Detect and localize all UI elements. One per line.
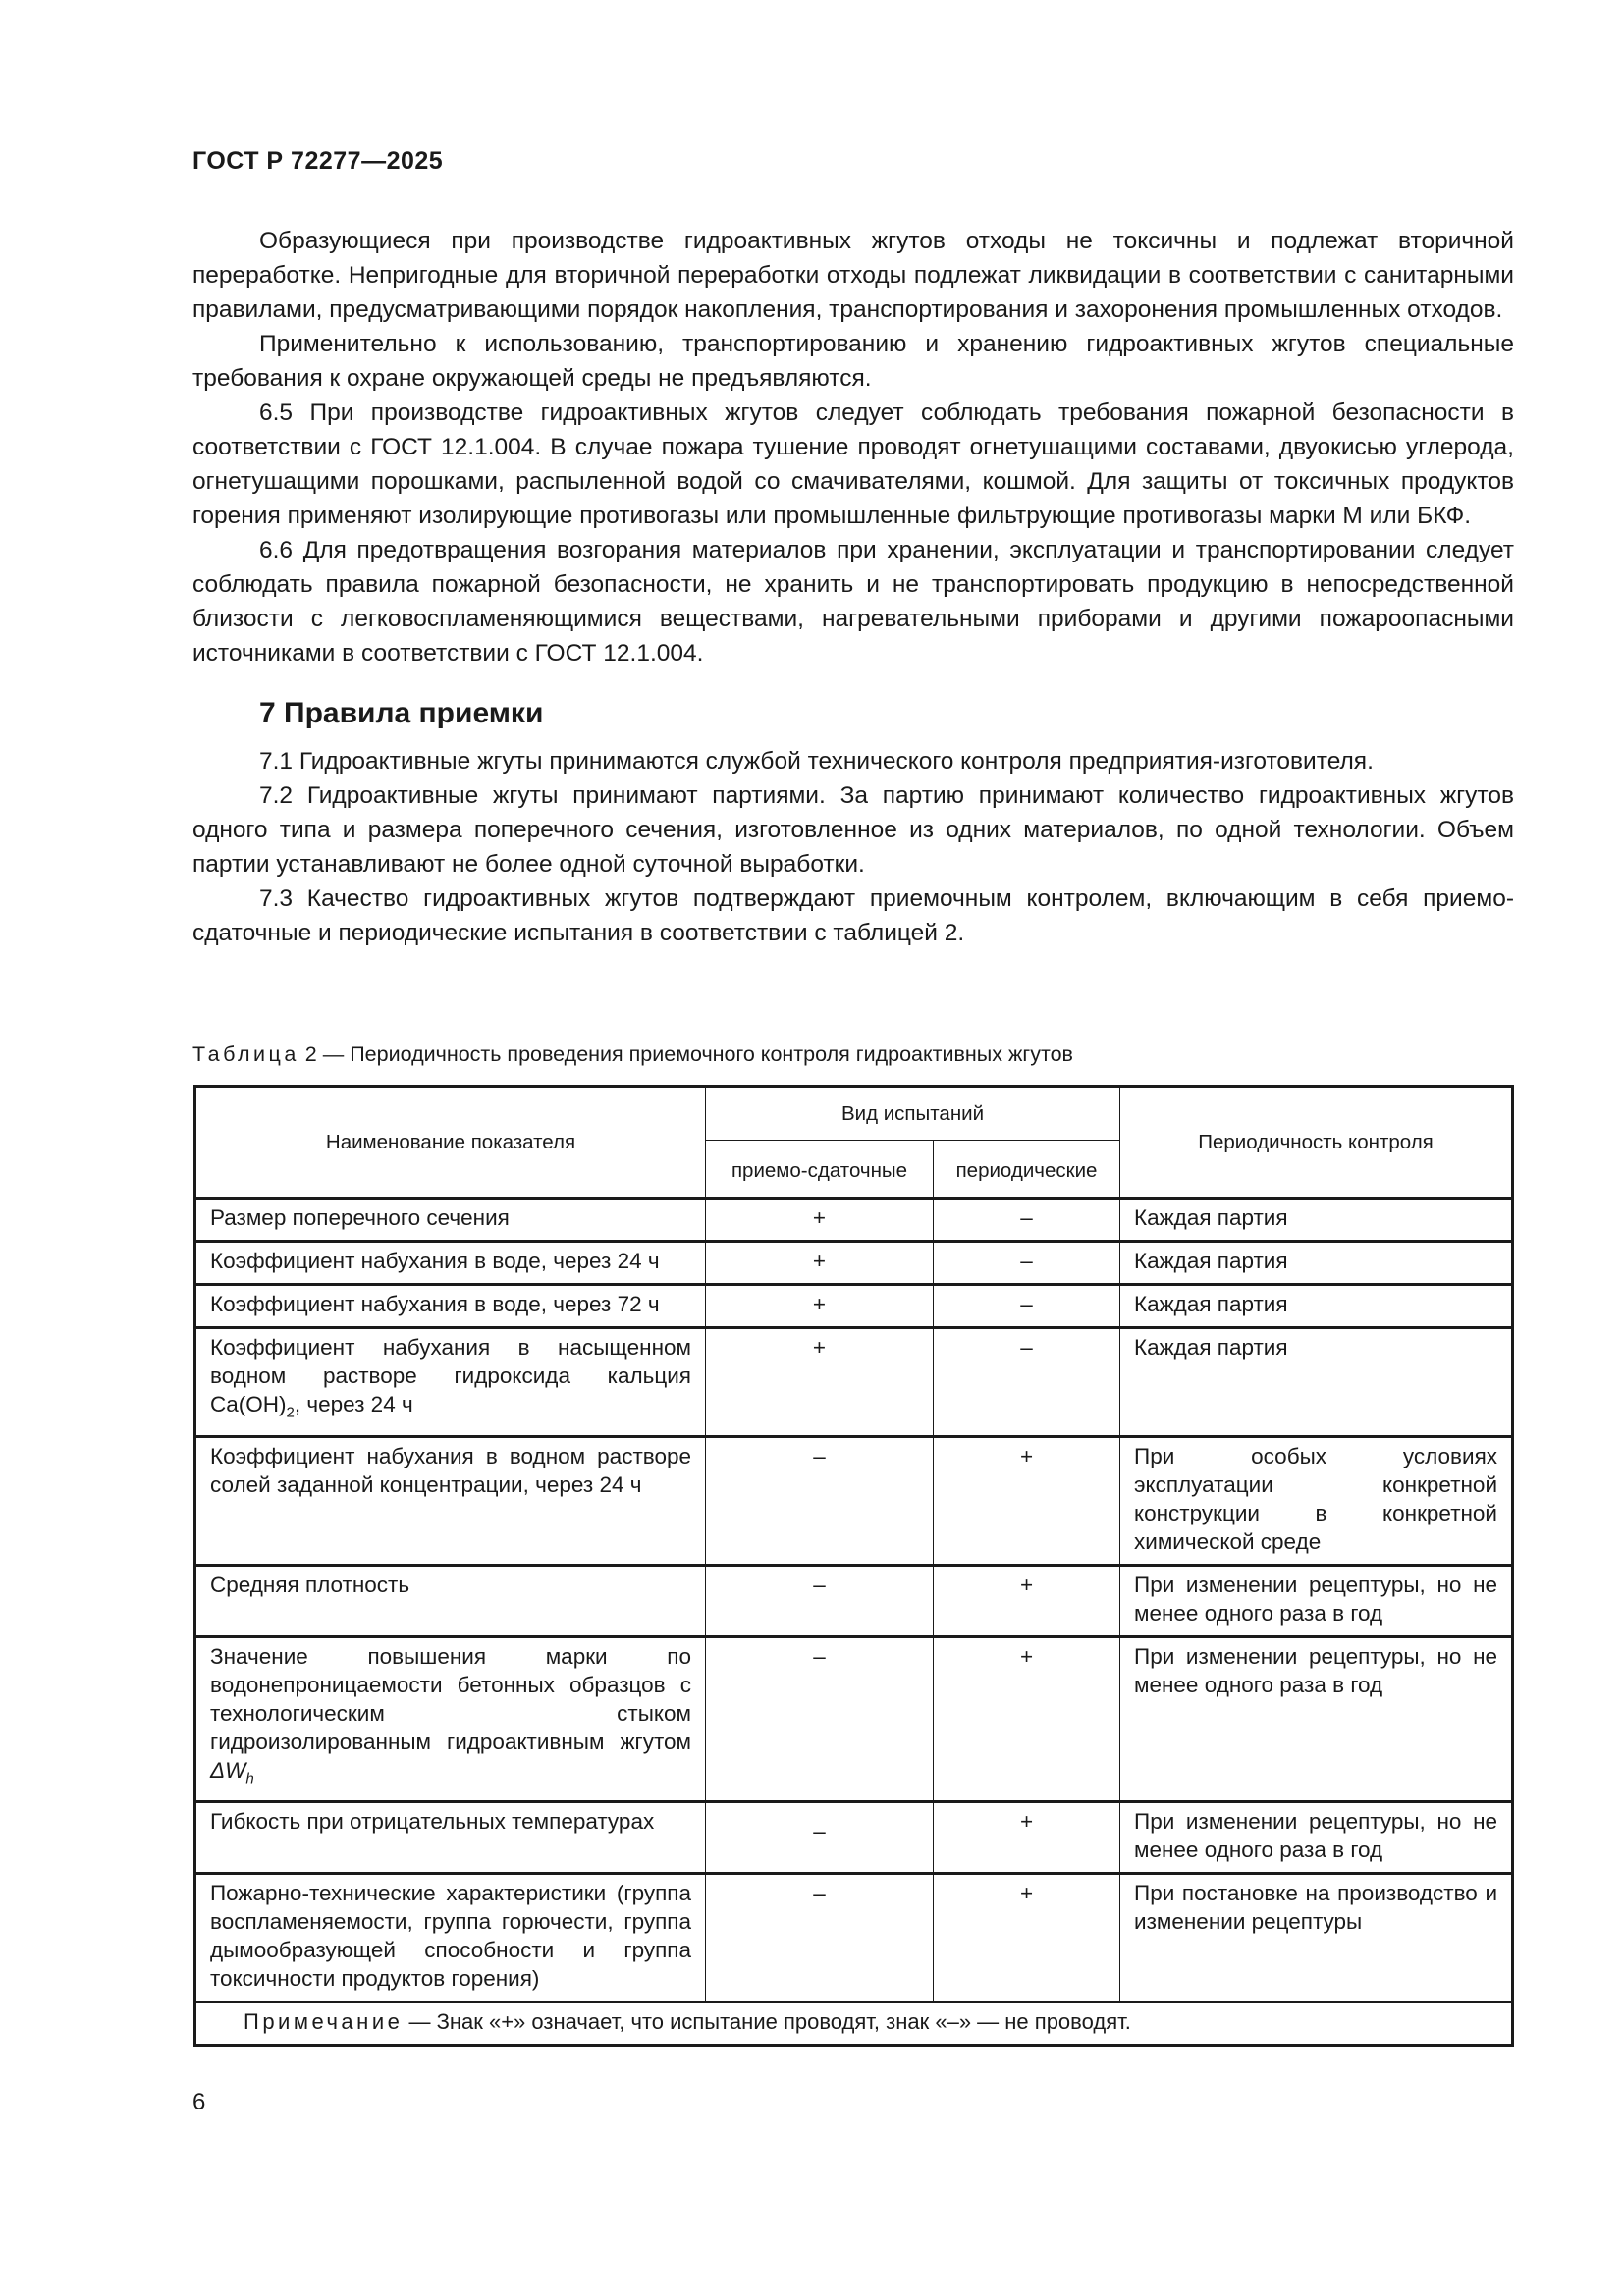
cell-periodic-mark: – xyxy=(934,1328,1120,1437)
document-code-header: ГОСТ Р 72277—2025 xyxy=(192,147,444,175)
cell-acceptance-mark: – xyxy=(706,1636,934,1802)
table-row xyxy=(195,1874,1513,2002)
cell-acceptance-mark: – xyxy=(706,1874,934,2002)
cell-periodic-mark: + xyxy=(934,1874,1120,2002)
name-subscript-text: h xyxy=(245,1770,254,1787)
table-row xyxy=(195,1199,1513,1242)
cell-periodic-mark: + xyxy=(934,1636,1120,1802)
cell-frequency: При изменении рецептуры, но не менее одного раза в год xyxy=(1120,1636,1513,1802)
cell-frequency: Каждая партия xyxy=(1120,1328,1513,1437)
table-row xyxy=(195,1802,1513,1874)
note-label: Примечание xyxy=(244,2009,404,2034)
table-note xyxy=(195,2002,1513,2046)
paragraph-7-2: 7.2 Гидроактивные жгуты принимают партиями. За партию принимают количество гидроактивных жгутов одного типа и размера поперечного сечения, изготовленное из одних материалов, по одной технологии. Объем партии устанавливают не более одной суточной выработки. xyxy=(192,782,1514,878)
header-periodic-tests: периодические xyxy=(934,1141,1120,1199)
cell-frequency: При особых условиях эксплуатации конкретной конструкции в конкретной химической среде xyxy=(1120,1436,1513,1565)
cell-periodic-mark: + xyxy=(934,1436,1120,1565)
body-text xyxy=(192,224,1514,950)
name-subscript: 2 xyxy=(286,1404,295,1421)
cell-indicator-name: Пожарно-технические характеристики (группа воспламеняемости, группа горючести, группа дымообразующей способности и группа токсичности продуктов горения) xyxy=(195,1874,706,2002)
header-acceptance-tests: приемо-сдаточные xyxy=(706,1141,934,1199)
table-caption-label: Таблица xyxy=(192,1042,299,1066)
cell-indicator-name: Коэффициент набухания в воде, через 72 ч xyxy=(195,1285,706,1328)
table-note-row xyxy=(195,2002,1513,2046)
table-row xyxy=(195,1328,1513,1437)
header-indicator-name: Наименование показателя xyxy=(195,1087,706,1199)
cell-frequency: При постановке на производство и изменении рецептуры xyxy=(1120,1874,1513,2002)
cell-acceptance-mark: + xyxy=(706,1328,934,1437)
cell-frequency: Каждая партия xyxy=(1120,1242,1513,1285)
cell-indicator-name xyxy=(195,1636,706,1802)
page-number: 6 xyxy=(192,2089,206,2115)
paragraph: Образующиеся при производстве гидроактивных жгутов отходы не токсичны и подлежат вторичной переработке. Непригодные для вторичной переработки отходы подлежат ликвидации в соответствии с санитарными правилами, предусматривающими порядок накопления, транспортирования и захоронения промышленных отходов. xyxy=(192,228,1514,323)
table-caption xyxy=(192,1042,1073,1067)
cell-indicator-name xyxy=(195,1328,706,1437)
cell-acceptance-mark: + xyxy=(706,1285,934,1328)
name-text: Коэффициент набухания в насыщенном водном растворе гидроксида кальция Ca(OH) xyxy=(210,1335,691,1416)
name-text: Значение повышения марки по водонепроницаемости бетонных образцов с технологическим стыком гидроизолированным гидроактивным жгутом xyxy=(210,1643,691,1754)
name-symbol: ΔW xyxy=(210,1757,246,1783)
table-caption-text: 2 — Периодичность проведения приемочного контроля гидроактивных жгутов xyxy=(304,1042,1073,1066)
cell-acceptance-mark: + xyxy=(706,1199,934,1242)
cell-indicator-name: Гибкость при отрицательных температурах xyxy=(195,1802,706,1874)
cell-periodic-mark: – xyxy=(934,1242,1120,1285)
table-row xyxy=(195,1436,1513,1565)
paragraph-7-1: 7.1 Гидроактивные жгуты принимаются службой технического контроля предприятия-изготовителя. xyxy=(259,748,1374,774)
cell-indicator-name: Средняя плотность xyxy=(195,1565,706,1636)
name-text-tail: , через 24 ч xyxy=(294,1392,413,1416)
name-subscript xyxy=(245,1770,253,1787)
header-control-frequency: Периодичность контроля xyxy=(1120,1087,1513,1199)
paragraph-6-6: 6.6 Для предотвращения возгорания материалов при хранении, эксплуатации и транспортировании следует соблюдать правила пожарной безопасности, не хранить и не транспортировать продукцию в непосредственной близости с легковоспламеняющимися веществами, нагревательными приборами и другими пожароопасными источниками в соответствии с ГОСТ 12.1.004. xyxy=(192,537,1514,667)
cell-acceptance-mark xyxy=(706,1802,934,1874)
cell-indicator-name: Размер поперечного сечения xyxy=(195,1199,706,1242)
table-row xyxy=(195,1242,1513,1285)
cell-indicator-name: Коэффициент набухания в водном растворе солей заданной концентрации, через 24 ч xyxy=(195,1436,706,1565)
table-header-row xyxy=(195,1087,1513,1141)
cell-frequency: При изменении рецептуры, но не менее одного раза в год xyxy=(1120,1565,1513,1636)
acceptance-mark-text: – xyxy=(813,1819,826,1843)
cell-periodic-mark: + xyxy=(934,1565,1120,1636)
note-text: — Знак «+» означает, что испытание проводят, знак «–» — не проводят. xyxy=(403,2009,1131,2034)
table-row xyxy=(195,1285,1513,1328)
cell-periodic-mark: + xyxy=(934,1802,1120,1874)
paragraph-6-5: 6.5 При производстве гидроактивных жгутов следует соблюдать требования пожарной безопасности в соответствии с ГОСТ 12.1.004. В случае пожара тушение проводят огнетушащими составами, двуокисью углерода, огнетушащими порошками, распыленной водой со смачивателями, кошмой. Для защиты от токсичных продуктов горения применяют изолирующие противогазы или промышленные фильтрующие противогазы марки М или БКФ. xyxy=(192,400,1514,529)
table-row xyxy=(195,1565,1513,1636)
paragraph-7-3: 7.3 Качество гидроактивных жгутов подтверждают приемочным контролем, включающим в себя приемо-сдаточные и периодические испытания в соответствии с таблицей 2. xyxy=(192,885,1514,946)
cell-periodic-mark: – xyxy=(934,1199,1120,1242)
section-title: 7 Правила приемки xyxy=(259,697,544,729)
table-row xyxy=(195,1636,1513,1802)
cell-acceptance-mark: + xyxy=(706,1242,934,1285)
cell-periodic-mark: – xyxy=(934,1285,1120,1328)
cell-indicator-name: Коэффициент набухания в воде, через 24 ч xyxy=(195,1242,706,1285)
cell-frequency: Каждая партия xyxy=(1120,1285,1513,1328)
paragraph: Применительно к использованию, транспортированию и хранению гидроактивных жгутов специальные требования к охране окружающей среды не предъявляются. xyxy=(192,331,1514,392)
header-test-type: Вид испытаний xyxy=(706,1087,1120,1141)
acceptance-control-table xyxy=(193,1085,1514,2047)
cell-frequency: При изменении рецептуры, но не менее одного раза в год xyxy=(1120,1802,1513,1874)
cell-frequency: Каждая партия xyxy=(1120,1199,1513,1242)
cell-acceptance-mark: – xyxy=(706,1436,934,1565)
cell-acceptance-mark: – xyxy=(706,1565,934,1636)
